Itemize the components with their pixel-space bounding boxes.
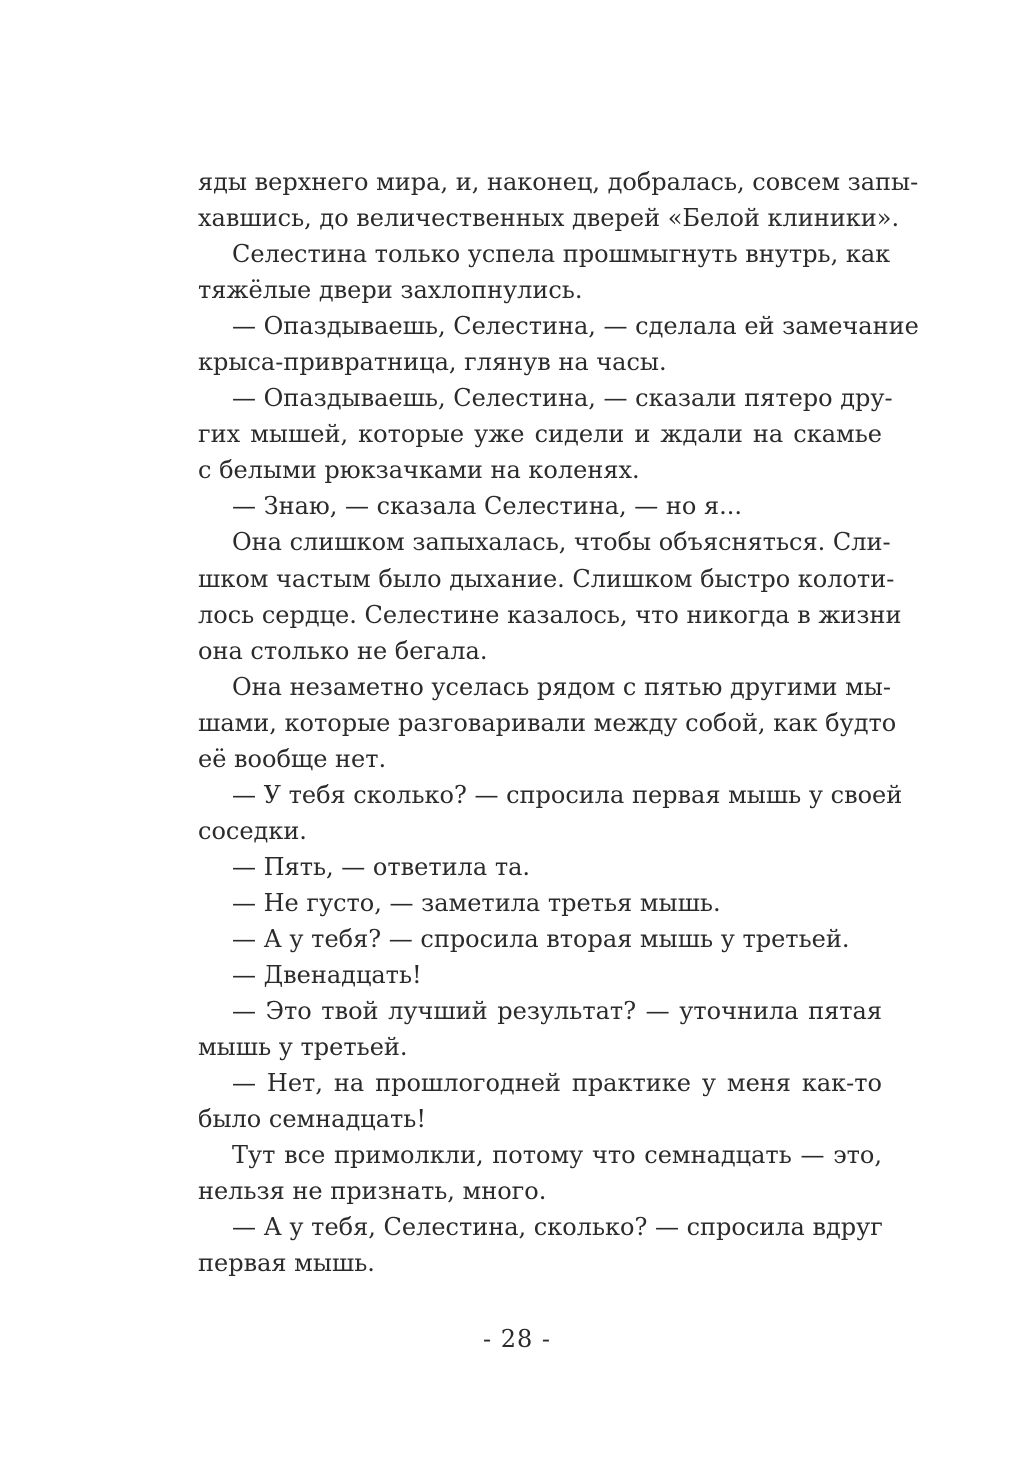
- text-line: — Знаю, — сказала Селестина, — но я...: [232, 492, 743, 521]
- text-line: Она незаметно уселась рядом с пятью другими мы-: [232, 672, 891, 701]
- text-line: первая мышь.: [198, 1249, 375, 1278]
- text-line: нельзя не признать, много.: [198, 1177, 547, 1206]
- text-line: — Это твой лучший результат? — уточнила пятая: [232, 997, 882, 1026]
- text-line: Она слишком запыхалась, чтобы объясняться. Сли-: [232, 528, 891, 557]
- text-line: — Нет, на прошлогодней практике у меня как-то: [232, 1069, 882, 1098]
- text-line: тяжёлые двери захлопнулись.: [198, 276, 583, 305]
- text-line: — Пять, — ответила та.: [232, 852, 531, 881]
- text-line: шком частым было дыхание. Слишком быстро колоти-: [198, 564, 895, 593]
- body-text: [198, 164, 919, 1281]
- text-line: гих мышей, которые уже сидели и ждали на скамье: [198, 420, 882, 449]
- text-line: с белыми рюкзачками на коленях.: [198, 456, 640, 485]
- text-line: Тут все примолкли, потому что семнадцать — это,: [232, 1141, 882, 1170]
- text-line: — А у тебя? — спросила вторая мышь у третьей.: [232, 924, 850, 953]
- text-line: соседки.: [198, 816, 307, 845]
- text-line: — Опаздываешь, Селестина, — сделала ей замечание: [232, 312, 919, 341]
- text-line: яды верхнего мира, и, наконец, добралась, совсем запы-: [198, 168, 919, 196]
- text-line: — Двенадцать!: [232, 961, 422, 990]
- text-line: было семнадцать!: [198, 1105, 426, 1134]
- text-line: она столько не бегала.: [198, 636, 488, 665]
- text-line: — У тебя сколько? — спросила первая мышь у своей: [232, 780, 903, 809]
- text-line: мышь у третьей.: [198, 1033, 408, 1062]
- page-number: - 28 -: [482, 1325, 551, 1353]
- text-line: — Не густо, — заметила третья мышь.: [232, 888, 721, 917]
- text-line: её вообще нет.: [198, 744, 387, 773]
- text-line: лось сердце. Селестине казалось, что никогда в жизни: [198, 600, 902, 629]
- text-line: — А у тебя, Селестина, сколько? — спросила вдруг: [232, 1213, 883, 1242]
- text-line: шами, которые разговаривали между собой, как будто: [198, 708, 897, 737]
- text-line: — Опаздываешь, Селестина, — сказали пятеро дру-: [232, 384, 893, 413]
- text-line: хавшись, до величественных дверей «Белой клиники».: [198, 204, 900, 233]
- text-line: Селестина только успела прошмыгнуть внутрь, как: [232, 240, 891, 269]
- text-line: крыса-привратница, глянув на часы.: [198, 348, 667, 377]
